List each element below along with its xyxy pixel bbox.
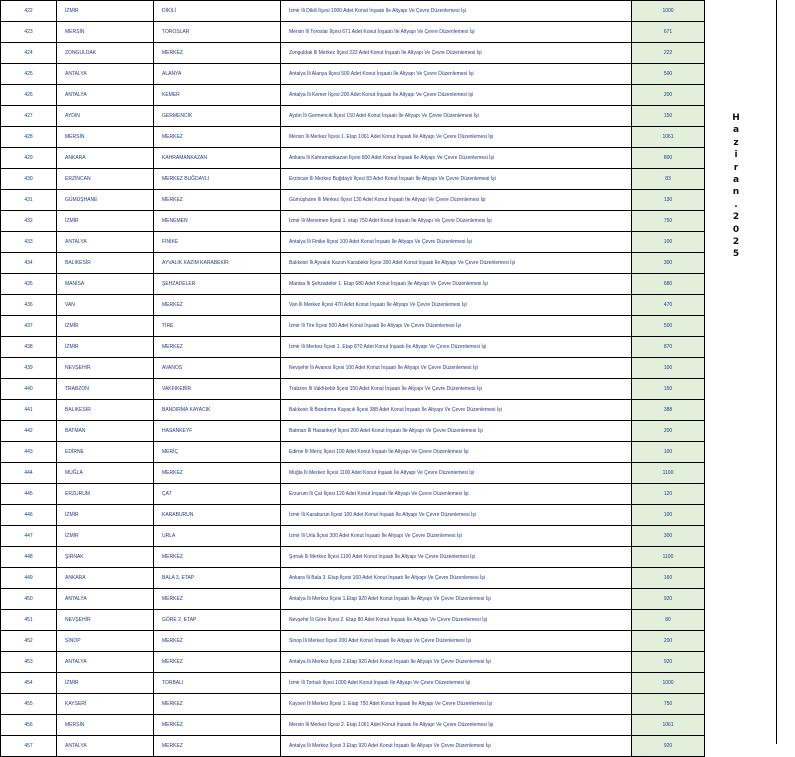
- district-cell: MERKEZ: [154, 295, 281, 316]
- description-cell: Antalya İli Merkez İlçesi 3.Etap 920 Adet Konut İnşaatı İle Altyapı Ve Çevre Düzenlemesi İşi: [281, 736, 632, 757]
- row-number: 427: [1, 106, 57, 127]
- district-cell: ALANYA: [154, 64, 281, 85]
- table-row: [1, 64, 705, 85]
- table-row: [1, 715, 705, 736]
- row-number: 448: [1, 547, 57, 568]
- row-number: 431: [1, 190, 57, 211]
- housing-count-cell: 130: [632, 190, 705, 211]
- date-char: 5: [732, 249, 740, 260]
- row-number: 438: [1, 337, 57, 358]
- description-cell: Mersin İli Toroslar İlçesi 671 Adet Konut İnşaatı İle Altyapı Ve Çevre Düzenlemesi İşi: [281, 22, 632, 43]
- row-number: 437: [1, 316, 57, 337]
- table-row: [1, 442, 705, 463]
- row-number: 425: [1, 64, 57, 85]
- province-cell: MERSİN: [57, 127, 154, 148]
- description-cell: Nevşehir İli Göre İlçesi 2. Etap 80 Adet Konut İnşaatı İle Altyapı Ve Çevre Düzenlemesi İşi: [281, 610, 632, 631]
- province-cell: İZMİR: [57, 337, 154, 358]
- province-cell: MERSİN: [57, 22, 154, 43]
- row-number: 450: [1, 589, 57, 610]
- district-cell: GERMENCİK: [154, 106, 281, 127]
- table-row: [1, 547, 705, 568]
- description-cell: Şırnak İli Merkez İlçesi 1100 Adet Konut İnşaatı İle Altyapı Ve Çevre Düzenlemesi İşi: [281, 547, 632, 568]
- province-cell: ANKARA: [57, 568, 154, 589]
- province-cell: EDİRNE: [57, 442, 154, 463]
- table-row: [1, 694, 705, 715]
- row-number: 445: [1, 484, 57, 505]
- housing-count-cell: 920: [632, 589, 705, 610]
- housing-count-cell: 150: [632, 106, 705, 127]
- description-cell: Mersin İli Merkez İlçesi 2. Etap 1061 Adet Konut İnşaatı İle Altyapı Ve Çevre Düzenlemesi İşi: [281, 715, 632, 736]
- housing-count-cell: 1061: [632, 715, 705, 736]
- district-cell: KAHRAMANKAZAN: [154, 148, 281, 169]
- description-cell: Batman İli Hasankeyf İlçesi 200 Adet Konut İnşaatı İle Altyapı Ve Çevre Düzenlemesi İşi: [281, 421, 632, 442]
- description-cell: Van İli Merkez İlçesi 470 Adet Konut İnşaatı İle Altyapı Ve Çevre Düzenlemesi İşi: [281, 295, 632, 316]
- province-cell: BATMAN: [57, 421, 154, 442]
- province-cell: NEVŞEHİR: [57, 358, 154, 379]
- description-cell: Balıkesir İli Bandırma Kayacık İlçesi 388 Adet Konut İnşaatı İle Altyapı Ve Çevre Düzenlemesi İşi: [281, 400, 632, 421]
- description-cell: Antalya İli Merkez İlçesi 1.Etap 920 Adet Konut İnşaatı İle Altyapı Ve Çevre Düzenlemesi İşi: [281, 589, 632, 610]
- province-cell: GÜMÜŞHANE: [57, 190, 154, 211]
- province-cell: İZMİR: [57, 673, 154, 694]
- description-cell: Gümüşhane İli Merkez İlçesi 130 Adet Konut İnşaatı İle Altyapı Ve Çevre Düzenlemesi İşi: [281, 190, 632, 211]
- description-cell: İzmir İli Torbalı İlçesi 1000 Adet Konut İnşaatı İle Altyapı Ve Çevre Düzenlemesi İşi: [281, 673, 632, 694]
- date-char: 2: [732, 212, 740, 223]
- table-row: [1, 337, 705, 358]
- description-cell: Zonguldak İli Merkez İlçesi 222 Adet Konut İnşaatı İle Altyapı Ve Çevre Düzenlemesi İşi: [281, 43, 632, 64]
- housing-count-cell: 100: [632, 358, 705, 379]
- housing-count-cell: 83: [632, 169, 705, 190]
- district-cell: HASANKEYF: [154, 421, 281, 442]
- row-number: 428: [1, 127, 57, 148]
- table-row: [1, 232, 705, 253]
- district-cell: VAKFIKEBİR: [154, 379, 281, 400]
- province-cell: MANİSA: [57, 274, 154, 295]
- table-row: [1, 358, 705, 379]
- description-cell: Edirne İli Meriç İlçesi 100 Adet Konut İnşaatı İle Altyapı Ve Çevre Düzenlemesi İşi: [281, 442, 632, 463]
- province-cell: İZMİR: [57, 211, 154, 232]
- district-cell: BANDIRMA KAYACIK: [154, 400, 281, 421]
- district-cell: KARABURUN: [154, 505, 281, 526]
- district-cell: MERKEZ BUĞDAYLI: [154, 169, 281, 190]
- table-row: [1, 379, 705, 400]
- date-char: a: [732, 175, 740, 186]
- province-cell: İZMİR: [57, 526, 154, 547]
- row-number: 435: [1, 274, 57, 295]
- table-row: [1, 484, 705, 505]
- row-number: 426: [1, 85, 57, 106]
- description-cell: Ankara İli Kahramankazan İlçesi 800 Adet Konut İnşaatı İle Altyapı Ve Çevre Düzenlemesi İşi: [281, 148, 632, 169]
- district-cell: MERKEZ: [154, 463, 281, 484]
- description-cell: Sinop İli Merkez İlçesi 200 Adet Konut İnşaatı İle Altyapı Ve Çevre Düzenlemesi İşi: [281, 631, 632, 652]
- district-cell: MERKEZ: [154, 547, 281, 568]
- district-cell: MERKEZ: [154, 631, 281, 652]
- date-char: r: [733, 162, 739, 173]
- table-row: [1, 43, 705, 64]
- row-number: 423: [1, 22, 57, 43]
- date-char: 2: [732, 237, 740, 248]
- description-cell: Antalya İli Merkez İlçesi 2.Etap 920 Adet Konut İnşaatı İle Altyapı Ve Çevre Düzenlemesi İşi: [281, 652, 632, 673]
- district-cell: TORBALI: [154, 673, 281, 694]
- housing-count-cell: 1100: [632, 547, 705, 568]
- housing-count-cell: 300: [632, 253, 705, 274]
- table-row: [1, 652, 705, 673]
- district-cell: MENEMEN: [154, 211, 281, 232]
- housing-count-cell: 500: [632, 316, 705, 337]
- housing-count-cell: 120: [632, 484, 705, 505]
- housing-count-cell: 222: [632, 43, 705, 64]
- row-number: 429: [1, 148, 57, 169]
- table-row: [1, 631, 705, 652]
- table-row: [1, 190, 705, 211]
- date-char: z: [733, 137, 739, 148]
- table-row: [1, 274, 705, 295]
- housing-count-cell: 80: [632, 610, 705, 631]
- province-cell: KAYSERİ: [57, 694, 154, 715]
- row-number: 424: [1, 43, 57, 64]
- district-cell: KEMER: [154, 85, 281, 106]
- district-cell: DİKİLİ: [154, 1, 281, 22]
- district-cell: MERKEZ: [154, 127, 281, 148]
- province-cell: ERZURUM: [57, 484, 154, 505]
- province-cell: İZMİR: [57, 316, 154, 337]
- housing-count-cell: 1000: [632, 1, 705, 22]
- province-cell: TRABZON: [57, 379, 154, 400]
- district-cell: AVANOS: [154, 358, 281, 379]
- row-number: 449: [1, 568, 57, 589]
- province-cell: BALIKESİR: [57, 400, 154, 421]
- row-number: 433: [1, 232, 57, 253]
- province-cell: MUĞLA: [57, 463, 154, 484]
- row-number: 444: [1, 463, 57, 484]
- district-cell: AYVALIK KAZIM KARABEKİR: [154, 253, 281, 274]
- district-cell: BALA 3. ETAP: [154, 568, 281, 589]
- table-row: [1, 316, 705, 337]
- description-cell: Muğla İli Merkez İlçesi 1100 Adet Konut İnşaatı İle Altyapı Ve Çevre Düzenlemesi İşi: [281, 463, 632, 484]
- table-row: [1, 127, 705, 148]
- row-number: 430: [1, 169, 57, 190]
- district-cell: MERKEZ: [154, 190, 281, 211]
- row-number: 432: [1, 211, 57, 232]
- description-cell: İzmir İli Merkez İlçesi 1. Etap 870 Adet Konut İnşaatı İle Altyapı Ve Çevre Düzenlemesi İşi: [281, 337, 632, 358]
- table-row: [1, 673, 705, 694]
- description-cell: Antalya İli Finike İlçesi 100 Adet Konut İnşaatı İle Altyapı Ve Çevre Düzenlemesi İşi: [281, 232, 632, 253]
- housing-count-cell: 680: [632, 274, 705, 295]
- description-cell: İzmir İli Urla İlçesi 300 Adet Konut İnşaatı İle Altyapı Ve Çevre Düzenlemesi İşi: [281, 526, 632, 547]
- description-cell: Mersin İli Merkez İlçesi 1. Etap 1061 Adet Konut İnşaatı İle Altyapı Ve Çevre Düzenlemesi İşi: [281, 127, 632, 148]
- description-cell: Erzincan İli Merkez Buğdaylı İlçesi 83 Adet Konut İnşaatı İle Altyapı Ve Çevre Düzenlemesi İşi: [281, 169, 632, 190]
- description-cell: Antalya İli Alanya İlçesi 500 Adet Konut İnşaatı İle Altyapı Ve Çevre Düzenlemesi İşi: [281, 64, 632, 85]
- table-row: [1, 106, 705, 127]
- date-char: a: [732, 125, 740, 136]
- province-cell: ANKARA: [57, 148, 154, 169]
- table-row: [1, 211, 705, 232]
- table-row: [1, 148, 705, 169]
- table-row: [1, 85, 705, 106]
- province-cell: AYDIN: [57, 106, 154, 127]
- housing-count-cell: 920: [632, 736, 705, 757]
- row-number: 422: [1, 1, 57, 22]
- district-cell: URLA: [154, 526, 281, 547]
- table-row: [1, 169, 705, 190]
- table-row: [1, 421, 705, 442]
- row-number: 452: [1, 631, 57, 652]
- row-number: 446: [1, 505, 57, 526]
- row-number: 439: [1, 358, 57, 379]
- district-cell: TİRE: [154, 316, 281, 337]
- table-row: [1, 526, 705, 547]
- district-cell: ŞEHZADELER: [154, 274, 281, 295]
- description-cell: İzmir İli Tire İlçesi 500 Adet Konut İnşaatı İle Altyapı Ve Çevre Düzenlemesi İşi: [281, 316, 632, 337]
- description-cell: İzmir İli Karaburun İlçesi 100 Adet Konut İnşaatı İle Altyapı Ve Çevre Düzenlemesi İşi: [281, 505, 632, 526]
- housing-count-cell: 500: [632, 64, 705, 85]
- table-row: [1, 463, 705, 484]
- date-char: H: [732, 113, 740, 123]
- housing-count-cell: 100: [632, 505, 705, 526]
- housing-count-cell: 388: [632, 400, 705, 421]
- table-row: [1, 400, 705, 421]
- description-cell: Erzurum İli Çat İlçesi 120 Adet Konut İnşaatı İle Altyapı Ve Çevre Düzenlemesi İşi: [281, 484, 632, 505]
- province-cell: ERZİNCAN: [57, 169, 154, 190]
- row-number: 453: [1, 652, 57, 673]
- row-number: 443: [1, 442, 57, 463]
- description-cell: İzmir İli Menemen İlçesi 1. etap 750 Adet Konut İnşaatı İle Altyapı Ve Çevre Düzenlemesi İşi: [281, 211, 632, 232]
- province-cell: İZMİR: [57, 1, 154, 22]
- province-cell: ZONGULDAK: [57, 43, 154, 64]
- description-cell: İzmir İli Dikili İlçesi 1000 Adet Konut İnşaatı İle Altyapı Ve Çevre Düzenlemesi İşi: [281, 1, 632, 22]
- housing-count-cell: 160: [632, 568, 705, 589]
- row-number: 442: [1, 421, 57, 442]
- district-cell: MERKEZ: [154, 589, 281, 610]
- description-cell: Nevşehir İli Avanos İlçesi 100 Adet Konut İnşaatı İle Altyapı Ve Çevre Düzenlemesi İşi: [281, 358, 632, 379]
- description-cell: Aydın İli Germencik İlçesi 150 Adet Konut İnşaatı İle Altyapı Ve Çevre Düzenlemesi İşi: [281, 106, 632, 127]
- housing-count-cell: 800: [632, 148, 705, 169]
- province-cell: ŞIRNAK: [57, 547, 154, 568]
- district-cell: MERKEZ: [154, 736, 281, 757]
- province-cell: ANTALYA: [57, 85, 154, 106]
- district-cell: MERKEZ: [154, 715, 281, 736]
- housing-count-cell: 1000: [632, 673, 705, 694]
- housing-count-cell: 870: [632, 337, 705, 358]
- housing-count-cell: 200: [632, 85, 705, 106]
- province-cell: MERSİN: [57, 715, 154, 736]
- date-char: i: [734, 150, 738, 161]
- housing-count-cell: 150: [632, 379, 705, 400]
- housing-count-cell: 100: [632, 442, 705, 463]
- province-cell: ANTALYA: [57, 232, 154, 253]
- row-number: 455: [1, 694, 57, 715]
- row-number: 441: [1, 400, 57, 421]
- row-number: 440: [1, 379, 57, 400]
- province-cell: ANTALYA: [57, 652, 154, 673]
- description-cell: Trabzon İli Vakfıkebir İlçesi 150 Adet Konut İnşaatı İle Altyapı Ve Çevre Düzenlemesi İşi: [281, 379, 632, 400]
- district-cell: MERİÇ: [154, 442, 281, 463]
- page-frame-line: [776, 0, 777, 744]
- housing-count-cell: 671: [632, 22, 705, 43]
- district-cell: ÇAT: [154, 484, 281, 505]
- row-number: 447: [1, 526, 57, 547]
- description-cell: Balıkesir İli Ayvalık Kazım Karabekir İlçesi 300 Adet Konut İnşaatı İle Altyapı Ve Çevre Düzenlemesi İşi: [281, 253, 632, 274]
- row-number: 456: [1, 715, 57, 736]
- province-cell: NEVŞEHİR: [57, 610, 154, 631]
- housing-count-cell: 470: [632, 295, 705, 316]
- housing-count-cell: 300: [632, 526, 705, 547]
- province-cell: BALIKESİR: [57, 253, 154, 274]
- table-row: [1, 22, 705, 43]
- housing-count-cell: 1100: [632, 463, 705, 484]
- province-cell: VAN: [57, 295, 154, 316]
- province-cell: SİNOP: [57, 631, 154, 652]
- table-row: [1, 736, 705, 757]
- table-row: [1, 568, 705, 589]
- housing-count-cell: 920: [632, 652, 705, 673]
- table-row: [1, 610, 705, 631]
- province-cell: ANTALYA: [57, 64, 154, 85]
- housing-count-cell: 1061: [632, 127, 705, 148]
- district-cell: GÖRE 2. ETAP: [154, 610, 281, 631]
- table-row: [1, 253, 705, 274]
- row-number: 451: [1, 610, 57, 631]
- date-char: n: [732, 187, 740, 198]
- housing-count-cell: 200: [632, 631, 705, 652]
- date-char: 0: [732, 224, 740, 235]
- row-number: 454: [1, 673, 57, 694]
- table-row: [1, 505, 705, 526]
- description-cell: Antalya İli Kemer İlçesi 200 Adet Konut İnşaatı İle Altyapı Ve Çevre Düzenlemesi İşi: [281, 85, 632, 106]
- table-row: [1, 1, 705, 22]
- district-cell: FİNİKE: [154, 232, 281, 253]
- district-cell: MERKEZ: [154, 694, 281, 715]
- district-cell: TOROSLAR: [154, 22, 281, 43]
- vertical-date-label: [729, 112, 743, 261]
- district-cell: MERKEZ: [154, 337, 281, 358]
- housing-count-cell: 100: [632, 232, 705, 253]
- table-row: [1, 295, 705, 316]
- row-number: 436: [1, 295, 57, 316]
- province-cell: ANTALYA: [57, 736, 154, 757]
- table-row: [1, 589, 705, 610]
- province-cell: ANTALYA: [57, 589, 154, 610]
- housing-count-cell: 750: [632, 211, 705, 232]
- date-char: .: [734, 199, 738, 210]
- table-body: [1, 1, 705, 757]
- description-cell: Ankara İli Bala 3. Etap İlçesi 160 Adet Konut İnşaatı İle Altyapı Ve Çevre Düzenlemesi İşi: [281, 568, 632, 589]
- description-cell: Manisa İli Şehzadeler 1. Etap 680 Adet Konut İnşaatı İle Altyapı Ve Çevre Düzenlemesi İşi: [281, 274, 632, 295]
- district-cell: MERKEZ: [154, 43, 281, 64]
- district-cell: MERKEZ: [154, 652, 281, 673]
- description-cell: Kayseri İli Merkez İlçesi 1. Etap 750 Adet Konut İnşaatı İle Altyapı Ve Çevre Düzenlemesi İşi: [281, 694, 632, 715]
- province-cell: İZMİR: [57, 505, 154, 526]
- row-number: 434: [1, 253, 57, 274]
- row-number: 457: [1, 736, 57, 757]
- housing-count-cell: 200: [632, 421, 705, 442]
- housing-count-cell: 750: [632, 694, 705, 715]
